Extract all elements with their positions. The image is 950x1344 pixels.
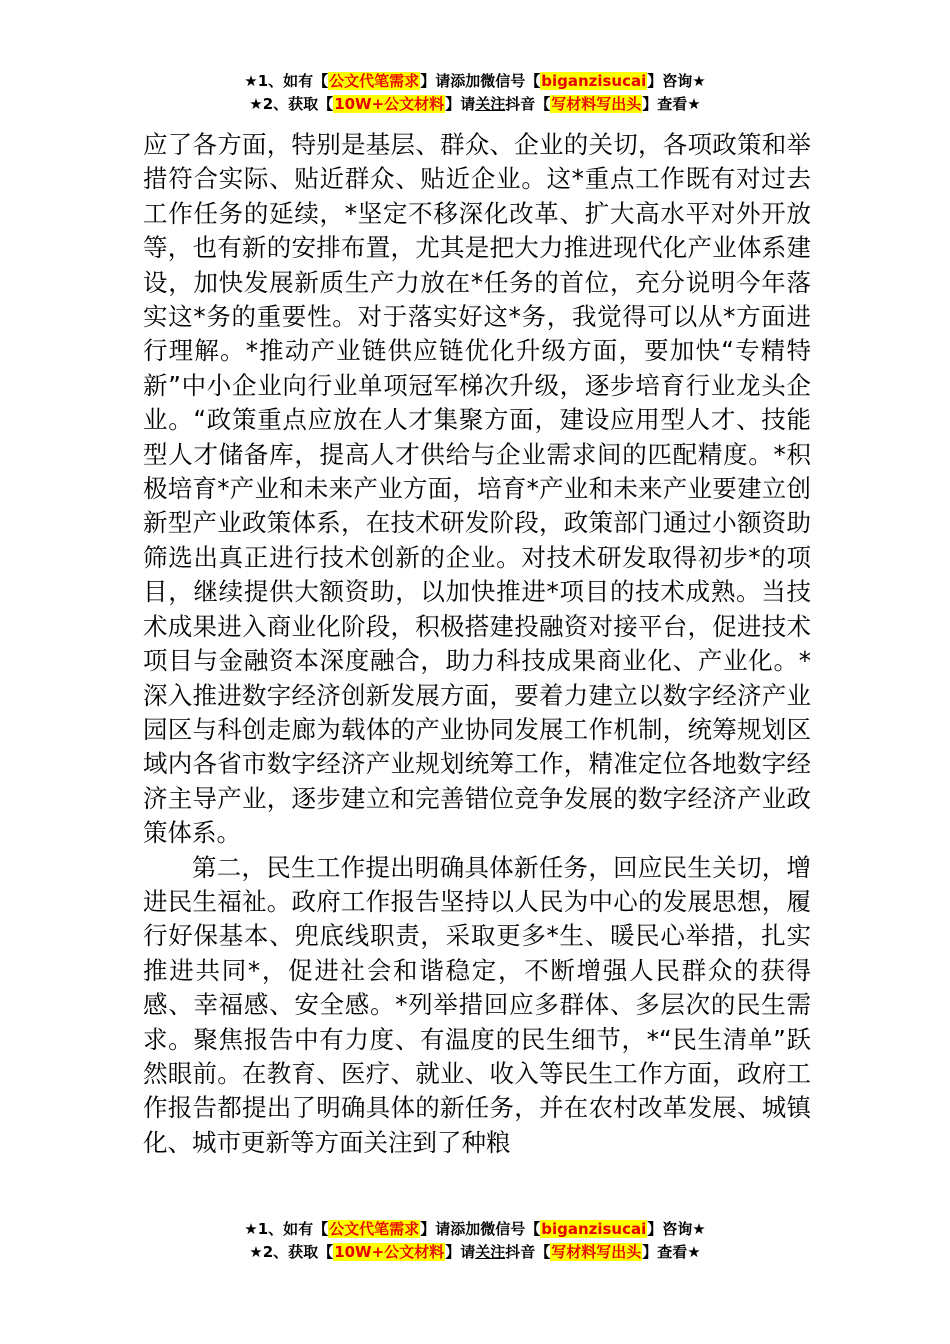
- banner-text: 】咨询★: [647, 1220, 706, 1238]
- banner-text: 】查看★: [642, 95, 701, 113]
- banner-text: 】咨询★: [647, 72, 706, 90]
- underlined-follow: 关注: [475, 95, 506, 113]
- banner-text: 抖音【: [505, 1243, 551, 1261]
- banner-text: ★2、获取【: [249, 95, 334, 113]
- banner-line-2: [0, 1241, 950, 1264]
- highlight-service: 公文代笔需求: [329, 1220, 420, 1238]
- highlight-materials: 10W+公文材料: [334, 95, 445, 113]
- document-body: [143, 128, 811, 1160]
- highlight-account: 写材料写出头: [551, 1243, 642, 1261]
- highlight-service: 公文代笔需求: [329, 72, 420, 90]
- highlight-wechat-id: biganzisucai: [541, 72, 647, 90]
- banner-line-1: [0, 1218, 950, 1241]
- highlight-wechat-id: biganzisucai: [541, 1220, 647, 1238]
- paragraph-continuation: 应了各方面，特别是基层、群众、企业的关切，各项政策和举措符合实际、贴近群众、贴近企业。这*重点工作既有对过去工作任务的延续，*坚定不移深化改革、扩大高水平对外开放等，也有新的安排布置，尤其是把大力推进现代化产业体系建设，加快发展新质生产力放在*任务的首位，充分说明今年落实这*务的重要性。对于落实好这*务，我觉得可以从*方面进行理解。*推动产业链供应链优化升级方面，要加快“专精特新”中小企业向行业单项冠军梯次升级，逐步培育行业龙头企业。“政策重点应放在人才集聚方面，建设应用型人才、技能型人才储备库，提高人才供给与企业需求间的匹配精度。*积极培育*产业和未来产业方面，培育*产业和未来产业要建立创新型产业政策体系，在技术研发阶段，政策部门通过小额资助筛选出真正进行技术创新的企业。对技术研发取得初步*的项目，继续提供大额资助，以加快推进*项目的技术成熟。当技术成果进入商业化阶段，积极搭建投融资对接平台，促进技术项目与金融资本深度融合，助力科技成果商业化、产业化。*深入推进数字经济创新发展方面，要着力建立以数字经济产业园区与科创走廊为载体的产业协同发展工作机制，统筹规划区域内各省市数字经济产业规划统筹工作，精准定位各地数字经济主导产业，逐步建立和完善错位竞争发展的数字经济产业政策体系。: [143, 130, 811, 848]
- banner-line-1: [0, 70, 950, 93]
- banner-text: 】请: [445, 1243, 476, 1261]
- banner-text: ★1、如有【: [244, 72, 329, 90]
- paragraph-second-point: 第二，民生工作提出明确具体新任务，回应民生关切，增进民生福祉。政府工作报告坚持以人民为中心的发展思想，履行好保基本、兜底线职责，采取更多*生、暖民心举措，扎实推进共同*，促进社会和谐稳定，不断增强人民群众的获得感、幸福感、安全感。*列举措回应多群体、多层次的民生需求。聚焦报告中有力度、有温度的民生细节，*“民生清单”跃然眼前。在教育、医疗、就业、收入等民生工作方面，政府工作报告都提出了明确具体的新任务，并在农村改革发展、城镇化、城市更新等方面关注到了种粮: [143, 852, 811, 1157]
- highlight-materials: 10W+公文材料: [334, 1243, 445, 1261]
- banner-text: 抖音【: [505, 95, 551, 113]
- banner-text: 】查看★: [642, 1243, 701, 1261]
- banner-text: 】请添加微信号【: [420, 72, 541, 90]
- banner-text: 】请添加微信号【: [420, 1220, 541, 1238]
- banner-text: 】请: [445, 95, 476, 113]
- header-banner: [0, 70, 950, 116]
- footer-banner: [0, 1218, 950, 1264]
- underlined-follow: 关注: [475, 1243, 506, 1261]
- banner-text: ★2、获取【: [249, 1243, 334, 1261]
- banner-text: ★1、如有【: [244, 1220, 329, 1238]
- highlight-account: 写材料写出头: [551, 95, 642, 113]
- banner-line-2: [0, 93, 950, 116]
